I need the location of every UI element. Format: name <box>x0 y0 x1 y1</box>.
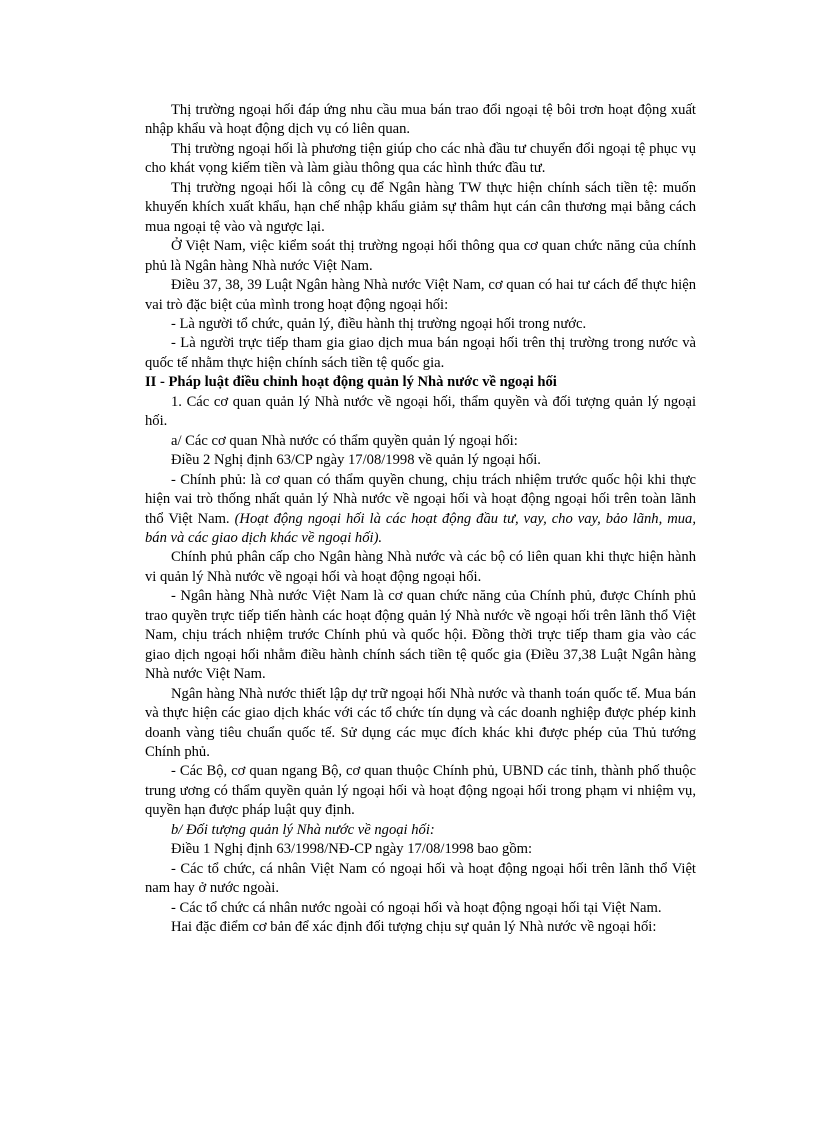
paragraph-decree-63-article-2: Điều 2 Nghị định 63/CP ngày 17/08/1998 về quản lý ngoại hối. <box>171 452 541 469</box>
section-heading-ii: II - Pháp luật điều chỉnh hoạt động quản lý Nhà nước về ngoại hối <box>145 374 557 391</box>
paragraph-article-37-39: Điều 37, 38, 39 Luật Ngân hàng Nhà nước Việt Nam, cơ quan có hai tư cách để thực hiện vai trò đặc biệt của mình trong hoạt động ngoại hối: <box>145 277 696 313</box>
paragraph-vietnamese-entities: - Các tổ chức, cá nhân Việt Nam có ngoại hối và hoạt động ngoại hối trên lãnh thổ Việt nam hay ở nước ngoài. <box>145 860 696 897</box>
paragraph-two-characteristics: Hai đặc điểm cơ bản để xác định đối tượng chịu sự quản lý Nhà nước về ngoại hối: <box>171 919 657 936</box>
paragraph-agencies-intro: 1. Các cơ quan quản lý Nhà nước về ngoại hối, thẩm quyền và đối tượng quản lý ngoại hối. <box>145 393 696 430</box>
paragraph-investor-tool: Thị trường ngoại hối là phương tiện giúp cho các nhà đầu tư chuyển đổi ngoại tệ phục vụ cho khát vọng kiếm tiền và làm giàu thông qua các hình thức đầu tư. <box>145 140 696 177</box>
paragraph-subsection-a: a/ Các cơ quan Nhà nước có thẩm quyền quản lý ngoại hối: <box>171 432 518 449</box>
document-body <box>145 101 696 937</box>
paragraph-government-delegation: Chính phủ phân cấp cho Ngân hàng Nhà nước và các bộ có liên quan khi thực hiện hành vi quản lý Nhà nước về ngoại hối và hoạt động ngoại hối. <box>145 549 696 585</box>
paragraph-role-participant: - Là người trực tiếp tham gia giao dịch mua bán ngoại hối trên thị trường trong nước và quốc tế nhằm thực hiện chính sách tiền tệ quốc gia. <box>145 335 696 371</box>
paragraph-vietnam-control: Ở Việt Nam, việc kiểm soát thị trường ngoại hối thông qua cơ quan chức năng của chính phủ là Ngân hàng Nhà nước Việt Nam. <box>145 238 696 274</box>
paragraph-state-bank-role: - Ngân hàng Nhà nước Việt Nam là cơ quan chức năng của Chính phủ, được Chính phủ trao quyền trực tiếp tiến hành các hoạt động quản lý Nhà nước về ngoại hối trên lãnh thổ Việt Nam, chịu trách nhiệm trước Chính phủ và quốc hội. Đồng thời trực tiếp tham gia vào các giao dịch ngoại hối nhằm điều hành chính sách tiền tệ quốc gia (Điều 37,38 Luật Ngân hàng Nhà nước Việt Nam. <box>145 588 696 683</box>
paragraph-central-bank-tool: Thị trường ngoại hối là công cụ để Ngân hàng TW thực hiện chính sách tiền tệ: muốn khuyến khích xuất khẩu, hạn chế nhập khẩu giảm sự thâm hụt cán cân thương mại bằng cách mua ngoại tệ vào và ngược lại. <box>145 179 696 235</box>
government-role-text: - Chính phủ: là cơ quan có thẩm quyền chung, chịu trách nhiệm trước quốc hội khi thực hiện vai trò thống nhất quản lý Nhà nước về ngoại hối và hoạt động ngoại hối trên toàn lãnh thổ Việt Nam. <box>145 471 696 527</box>
forex-activities-note: (Hoạt động ngoại hối là các hoạt động đầu tư, vay, cho vay, bảo lãnh, mua, bán và các giao dịch khác về ngoại hối). <box>145 510 696 546</box>
paragraph-foreign-entities: - Các tổ chức cá nhân nước ngoài có ngoại hối và hoạt động ngoại hối tại Việt Nam. <box>171 899 662 916</box>
paragraph-role-organizer: - Là người tổ chức, quản lý, điều hành thị trường ngoại hối trong nước. <box>171 315 587 332</box>
paragraph-government-role <box>145 471 696 549</box>
paragraph-ministries-role: - Các Bộ, cơ quan ngang Bộ, cơ quan thuộc Chính phủ, UBND các tỉnh, thành phố thuộc trung ương có thẩm quyền quản lý ngoại hối và hoạt động ngoại hối trong phạm vi nhiệm vụ, quyền hạn được pháp luật quy định. <box>145 763 696 819</box>
paragraph-state-bank-reserves: Ngân hàng Nhà nước thiết lập dự trữ ngoại hối Nhà nước và thanh toán quốc tế. Mua bán và thực hiện các giao dịch khác với các tổ chức tín dụng và các doanh nghiệp được phép kinh doanh vàng tiêu chuẩn quốc tế. Sử dụng các mục đích khác khi được phép của Thủ tướng Chính phủ. <box>145 685 696 760</box>
paragraph-decree-article-1: Điều 1 Nghị định 63/1998/NĐ-CP ngày 17/08/1998 bao gồm: <box>171 841 533 858</box>
paragraph-subsection-b: b/ Đối tượng quản lý Nhà nước về ngoại hối: <box>171 821 435 838</box>
paragraph-forex-market-role: Thị trường ngoại hối đáp ứng nhu cầu mua bán trao đổi ngoại tệ bôi trơn hoạt động xuất nhập khẩu và hoạt động dịch vụ có liên quan. <box>145 102 696 138</box>
